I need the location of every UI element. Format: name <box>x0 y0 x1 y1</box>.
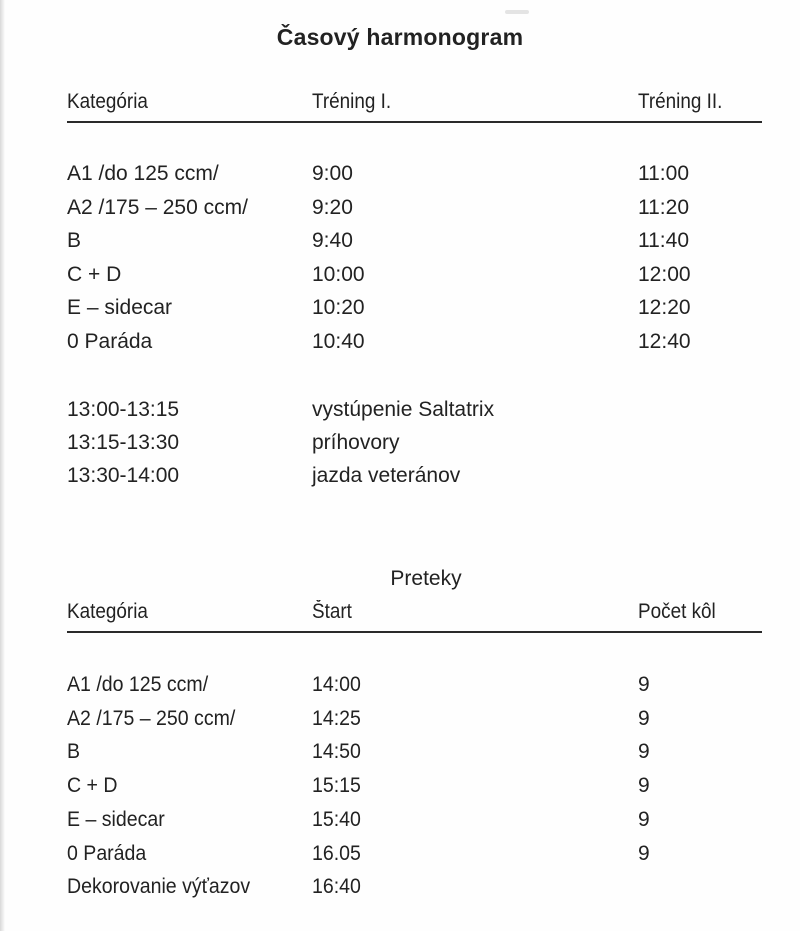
training-header-t2: Tréning II. <box>638 90 723 113</box>
program-event: vystúpenie Saltatrix <box>312 398 495 421</box>
category-cell: A1 /do 125 ccm/ <box>67 673 209 696</box>
race-header-laps: Počet kôl <box>638 600 716 623</box>
training1-time-cell: 9:40 <box>312 229 353 253</box>
start-time-cell: 15:15 <box>312 774 361 798</box>
laps-cell: 9 <box>638 841 650 865</box>
race-header-start: Štart <box>312 600 352 623</box>
page-title: Časový harmonogram <box>276 24 524 50</box>
training2-time-cell: 11:00 <box>638 162 689 185</box>
program-event: príhovory <box>312 431 400 454</box>
start-time-cell: 16.05 <box>312 841 361 865</box>
race-header-rule <box>67 631 762 633</box>
category-cell: B <box>67 229 82 253</box>
start-time-cell: 16:40 <box>312 875 361 899</box>
category-cell: 0 Paráda <box>67 841 147 865</box>
program-time: 13:30-14:00 <box>67 464 180 487</box>
training-header-rule <box>67 121 762 123</box>
training2-time-cell: 12:00 <box>638 262 691 286</box>
program-event: jazda veteránov <box>312 464 461 487</box>
program-time: 13:15-13:30 <box>67 431 180 454</box>
laps-cell: 9 <box>638 807 650 831</box>
start-time-cell: 14:00 <box>312 673 361 696</box>
training-header-t1: Tréning I. <box>312 90 392 113</box>
training2-time-cell: 12:20 <box>638 296 691 320</box>
scan-smudge <box>505 10 529 14</box>
category-cell: A2 /175 – 250 ccm/ <box>67 195 248 219</box>
race-title: Preteky <box>390 567 462 590</box>
category-cell: E – sidecar <box>67 296 173 320</box>
laps-cell: 9 <box>638 774 650 798</box>
race-header-category: Kategória <box>67 600 148 623</box>
start-time-cell: 15:40 <box>312 807 361 831</box>
category-cell: A2 /175 – 250 ccm/ <box>67 706 236 730</box>
training1-time-cell: 10:00 <box>312 262 365 286</box>
start-time-cell: 14:25 <box>312 706 361 730</box>
category-cell: B <box>67 740 81 764</box>
training1-time-cell: 9:00 <box>312 162 353 185</box>
training1-time-cell: 9:20 <box>312 195 353 219</box>
category-cell: 0 Paráda <box>67 330 153 353</box>
category-cell: Dekorovanie výťazov <box>67 875 251 899</box>
category-cell: A1 /do 125 ccm/ <box>67 162 219 185</box>
program-time: 13:00-13:15 <box>67 398 180 421</box>
category-cell: C + D <box>67 774 118 798</box>
training-header-category: Kategória <box>67 90 148 113</box>
laps-cell: 9 <box>638 740 650 764</box>
page-edge-shadow <box>0 0 5 931</box>
category-cell: E – sidecar <box>67 807 165 831</box>
start-time-cell: 14:50 <box>312 740 361 764</box>
laps-cell: 9 <box>638 673 650 696</box>
training1-time-cell: 10:20 <box>312 296 365 320</box>
training2-time-cell: 11:40 <box>638 229 689 253</box>
category-cell: C + D <box>67 262 122 286</box>
training2-time-cell: 12:40 <box>638 330 691 353</box>
training1-time-cell: 10:40 <box>312 330 365 353</box>
training2-time-cell: 11:20 <box>638 195 689 219</box>
laps-cell: 9 <box>638 706 650 730</box>
